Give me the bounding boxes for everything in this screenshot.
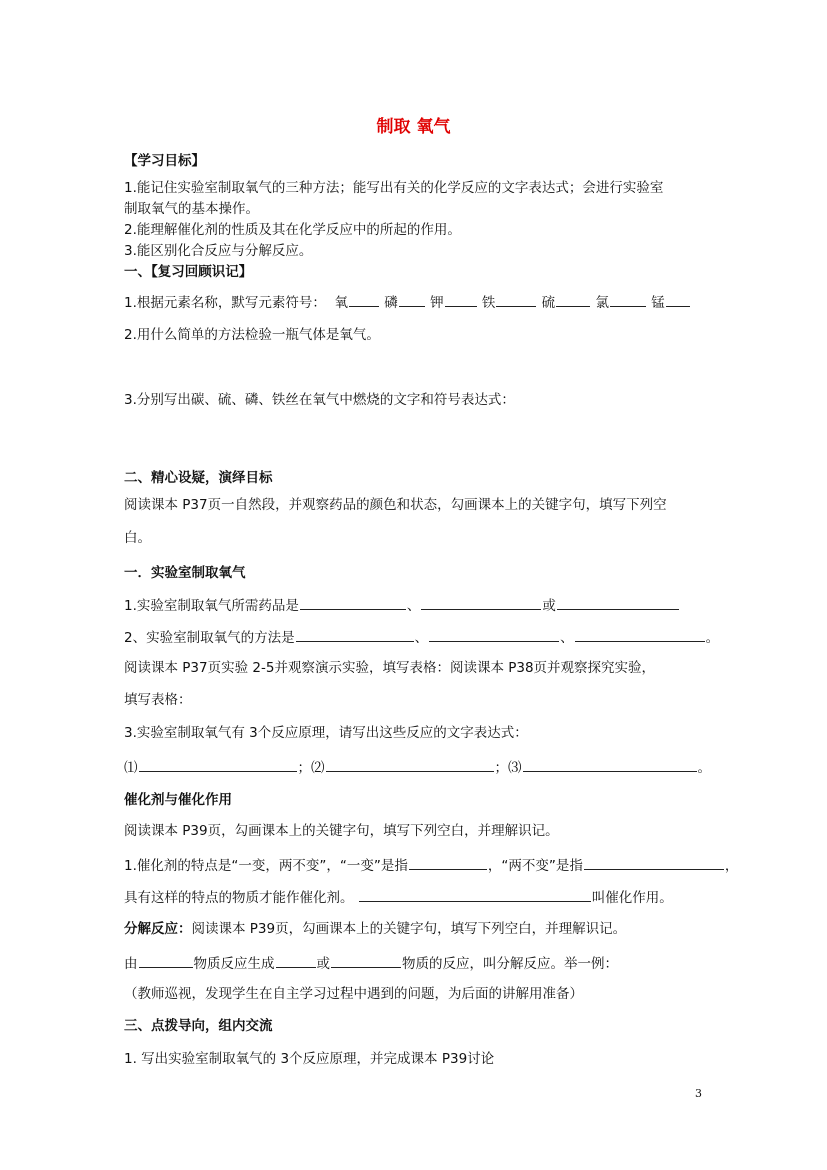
separator: 、 bbox=[414, 630, 429, 646]
element-potassium: 钾 bbox=[430, 295, 444, 311]
review-q1-label: 1.根据元素名称，默写元素符号： bbox=[124, 295, 326, 311]
blank[interactable] bbox=[429, 627, 559, 642]
decomp-heading: 分解反应： bbox=[124, 921, 192, 937]
blank[interactable] bbox=[575, 627, 705, 642]
item-3-label: ；⑶ bbox=[494, 760, 522, 776]
blank[interactable] bbox=[556, 292, 590, 307]
blank[interactable] bbox=[584, 855, 724, 870]
element-chlorine: 氯 bbox=[595, 295, 609, 311]
item-2-label: ；⑵ bbox=[297, 760, 325, 776]
blank[interactable] bbox=[359, 887, 591, 902]
element-sulfur: 硫 bbox=[541, 295, 556, 311]
catalyst-q1-b: ，“两不变”是指 bbox=[487, 858, 583, 874]
decomp-d: 物质的反应，叫分解反应。举一例： bbox=[402, 956, 618, 972]
item-1-label: ⑴ bbox=[124, 760, 138, 776]
period: 。 bbox=[697, 760, 711, 776]
decomp-note: （教师巡视，发现学生在自主学习过程中遇到的问题，为后面的讲解用准备） bbox=[124, 986, 583, 1002]
blank[interactable] bbox=[409, 855, 487, 870]
catalyst-q1-a: 1.催化剂的特点是“一变，两不变”，“一变”是指 bbox=[124, 858, 408, 874]
catalyst-q1 bbox=[124, 855, 738, 875]
catalyst-read: 阅读课本 P39页，勾画课本上的关键字句，填写下列空白，并理解识记。 bbox=[124, 823, 559, 839]
element-manganese: 锰 bbox=[651, 295, 665, 311]
catalyst-line2 bbox=[124, 887, 673, 907]
blank[interactable] bbox=[300, 595, 406, 610]
section2-heading: 二、精心设疑，演绎目标 bbox=[124, 470, 273, 486]
separator: 、 bbox=[560, 630, 574, 646]
lab-q2 bbox=[124, 627, 719, 647]
catalyst-heading: 催化剂与催化作用 bbox=[124, 792, 232, 808]
lab-read-exp-a: 阅读课本 P37页实验 2-5并观察演示实验，填写表格：阅读课本 P38页并观察探究实验， bbox=[124, 660, 656, 676]
goal-1a: 1.能记住实验室制取氧气的三种方法；能写出有关的化学反应的文字表达式；会进行实验室 bbox=[124, 180, 664, 196]
decomp-b: 物质反应生成 bbox=[193, 956, 275, 972]
review-q1 bbox=[124, 292, 691, 312]
blank[interactable] bbox=[666, 292, 690, 307]
blank[interactable] bbox=[139, 757, 297, 772]
section3-q1: 1. 写出实验室制取氧气的 3个反应原理，并完成课本 P39讨论 bbox=[124, 1051, 495, 1067]
or-label: 或 bbox=[542, 598, 556, 614]
blank[interactable] bbox=[399, 292, 425, 307]
lab-q3: 3.实验室制取氧气有 3个反应原理，请写出这些反应的文字表达式： bbox=[124, 725, 528, 741]
goals-heading: 【学习目标】 bbox=[124, 153, 205, 169]
lab-heading: 一．实验室制取氧气 bbox=[124, 565, 246, 581]
decomp-definition bbox=[124, 953, 618, 973]
blank[interactable] bbox=[349, 292, 379, 307]
blank[interactable] bbox=[296, 627, 414, 642]
blank[interactable] bbox=[557, 595, 679, 610]
lab-q1-label: 1.实验室制取氧气所需药品是 bbox=[124, 598, 299, 614]
blank[interactable] bbox=[331, 953, 401, 968]
element-iron: 铁 bbox=[481, 295, 496, 311]
element-phosphorus: 磷 bbox=[384, 295, 398, 311]
separator: 、 bbox=[406, 598, 421, 614]
decomp-line bbox=[124, 920, 626, 938]
blank[interactable] bbox=[496, 292, 536, 307]
period: 。 bbox=[705, 630, 720, 646]
goal-1b: 制取氧气的基本操作。 bbox=[124, 201, 259, 217]
page-number: 3 bbox=[695, 1087, 702, 1100]
review-heading: 一、【复习回顾识记】 bbox=[124, 264, 253, 280]
decomp-c: 或 bbox=[316, 956, 330, 972]
lab-q1 bbox=[124, 595, 680, 615]
catalyst-line2-a: 具有这样的特点的物质才能作催化剂。 bbox=[124, 890, 354, 906]
section2-read-a: 阅读课本 P37页一自然段，并观察药品的颜色和状态，勾画课本上的关键字句，填写下列空 bbox=[124, 497, 667, 513]
blank[interactable] bbox=[610, 292, 646, 307]
decomp-a: 由 bbox=[124, 956, 138, 972]
catalyst-line2-b: 叫催化作用。 bbox=[591, 890, 673, 906]
goal-3: 3.能区别化合反应与分解反应。 bbox=[124, 243, 313, 259]
blank[interactable] bbox=[523, 757, 697, 772]
decomp-read: 阅读课本 P39页，勾画课本上的关键字句，填写下列空白，并理解识记。 bbox=[191, 921, 627, 937]
blank[interactable] bbox=[421, 595, 541, 610]
lab-read-exp-b: 填写表格： bbox=[124, 692, 192, 708]
blank[interactable] bbox=[445, 292, 477, 307]
goal-2: 2.能理解催化剂的性质及其在化学反应中的所起的作用。 bbox=[124, 222, 461, 238]
lab-principles bbox=[124, 757, 711, 777]
section3-heading: 三、点拨导向，组内交流 bbox=[124, 1018, 273, 1034]
lab-q2-label: 2、实验室制取氧气的方法是 bbox=[124, 630, 295, 646]
review-q2: 2.用什么简单的方法检验一瓶气体是氧气。 bbox=[124, 327, 380, 343]
page-title: 制取 氧气 bbox=[376, 117, 451, 137]
blank[interactable] bbox=[276, 953, 316, 968]
comma: ， bbox=[724, 858, 739, 874]
blank[interactable] bbox=[139, 953, 193, 968]
blank[interactable] bbox=[326, 757, 494, 772]
review-q3: 3.分别写出碳、硫、磷、铁丝在氧气中燃烧的文字和符号表达式： bbox=[124, 392, 515, 408]
section2-read-b: 白。 bbox=[124, 530, 151, 546]
element-oxygen: 氧 bbox=[334, 295, 348, 311]
